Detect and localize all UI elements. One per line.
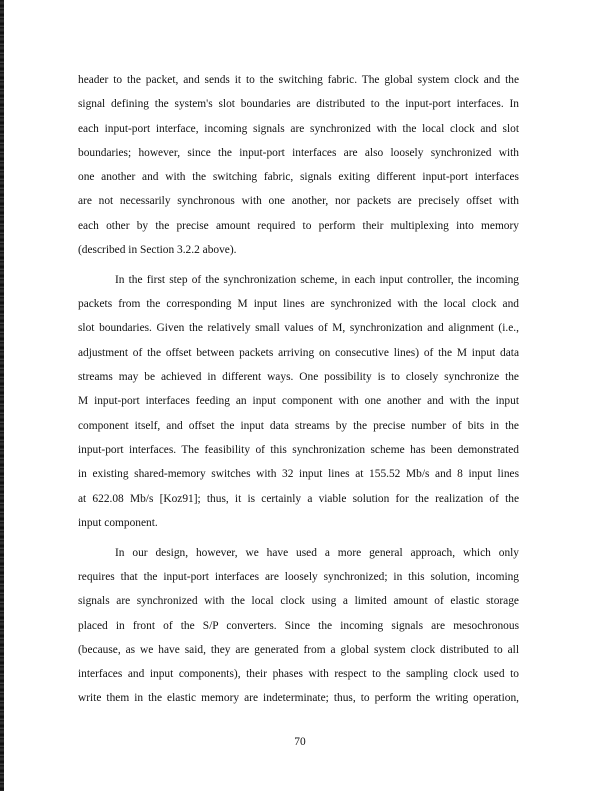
text-line: M input-port interfaces feeding an input component with one another and with the input [78, 395, 519, 408]
text-line: signals are synchronized with the local clock using a limited amount of elastic storage [78, 595, 519, 608]
text-line: In the first step of the synchronization scheme, in each input controller, the incoming [115, 273, 519, 286]
text-line: In our design, however, we have used a more general approach, which only [115, 546, 519, 559]
text-line: input-port interfaces. The feasibility of this synchronization scheme has been demonstrated [78, 443, 519, 456]
body-text [78, 68, 519, 716]
text-line: at 622.08 Mb/s [Koz91]; thus, it is certainly a viable solution for the realization of the [78, 492, 519, 505]
text-line: boundaries; however, since the input-port interfaces are also loosely synchronized with [78, 146, 519, 159]
paragraph [78, 268, 519, 535]
page-number: 70 [294, 736, 306, 748]
paragraph [78, 541, 519, 711]
text-line: component itself, and offset the input data streams by the precise number of bits in the [78, 419, 519, 432]
text-line: input component. [78, 516, 158, 529]
text-line: slot boundaries. Given the relatively small values of M, synchronization and alignment (i.e., [78, 322, 519, 335]
text-line: signal defining the system's slot boundaries are distributed to the input-port interfaces. In [78, 98, 519, 111]
text-line: header to the packet, and sends it to the switching fabric. The global system clock and the [78, 74, 519, 86]
text-line: each other by the precise amount required to perform their multiplexing into memory [78, 219, 519, 232]
text-line: in existing shared-memory switches with 32 input lines at 155.52 Mb/s and 8 input lines [78, 468, 519, 481]
text-line: write them in the elastic memory are indeterminate; thus, to perform the writing operation, [78, 692, 519, 705]
text-line: each input-port interface, incoming signals are synchronized with the local clock and slot [78, 122, 519, 135]
text-line: (described in Section 3.2.2 above). [78, 244, 237, 257]
text-line: are not necessarily synchronous with one another, nor packets are precisely offset with [78, 195, 519, 208]
text-line: (because, as we have said, they are generated from a global system clock distributed to all [78, 643, 519, 656]
text-line: adjustment of the offset between packets arriving on consecutive lines) of the M input data [78, 346, 519, 359]
scan-edge-shadow [0, 0, 4, 791]
text-line: requires that the input-port interfaces are loosely synchronized; in this solution, incoming [78, 570, 519, 583]
paragraph [78, 68, 519, 262]
text-line: one another and with the switching fabric, signals exiting different input-port interfaces [78, 171, 519, 184]
text-line: placed in front of the S/P converters. Since the incoming signals are mesochronous [78, 619, 519, 632]
text-line: streams may be achieved in different ways. One possibility is to closely synchronize the [78, 371, 519, 384]
text-line: interfaces and input components), their phases with respect to the sampling clock used to [78, 668, 519, 681]
text-line: packets from the corresponding M input lines are synchronized with the local clock and [78, 298, 519, 311]
